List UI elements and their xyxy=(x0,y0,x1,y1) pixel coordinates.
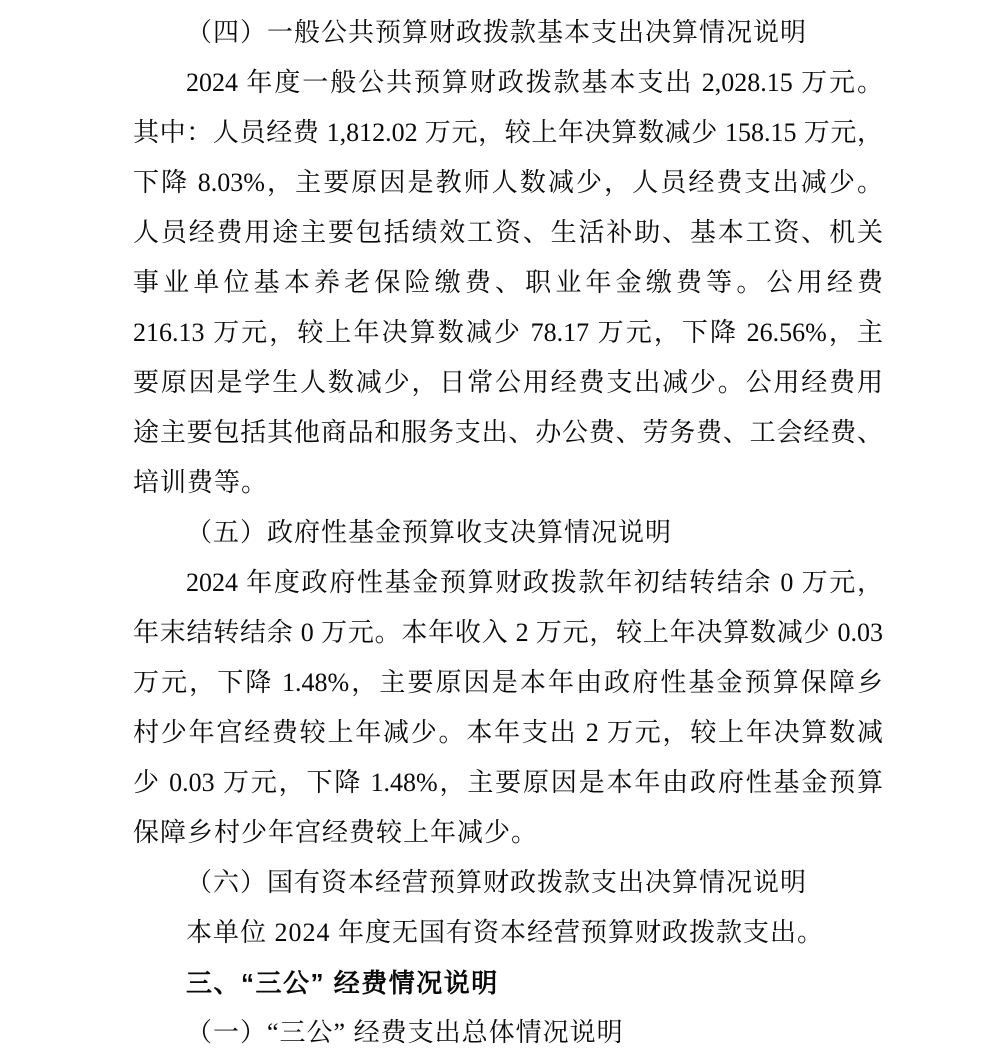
chapter-heading: 三、“三公” 经费情况说明 xyxy=(186,968,499,998)
body-line: 万元，下降 1.48%，主要原因是本年由政府性基金预算保障乡 xyxy=(133,668,883,697)
section-heading: （一）“三公” 经费支出总体情况说明 xyxy=(186,1018,624,1047)
body-line: 保障乡村少年宫经费较上年减少。 xyxy=(133,818,539,847)
body-line: 村少年宫经费较上年减少。本年支出 2 万元，较上年决算数减 xyxy=(133,718,883,747)
body-line: 本单位 2024 年度无国有资本经营预算财政拨款支出。 xyxy=(186,918,825,947)
body-line: 培训费等。 xyxy=(133,468,269,497)
body-line: 2024 年度政府性基金预算财政拨款年初结转结余 0 万元， xyxy=(186,568,883,597)
body-line: 其中：人员经费 1,812.02 万元，较上年决算数减少 158.15 万元， xyxy=(133,118,883,147)
body-line: 216.13 万元，较上年决算数减少 78.17 万元，下降 26.56%，主 xyxy=(133,318,883,347)
body-line: 人员经费用途主要包括绩效工资、生活补助、基本工资、机关 xyxy=(133,218,883,247)
body-line: 要原因是学生人数减少，日常公用经费支出减少。公用经费用 xyxy=(133,368,883,397)
body-line: 事业单位基本养老保险缴费、职业年金缴费等。公用经费 xyxy=(133,268,883,297)
body-line: 下降 8.03%，主要原因是教师人数减少，人员经费支出减少。 xyxy=(133,168,883,197)
section-heading: （六）国有资本经营预算财政拨款支出决算情况说明 xyxy=(186,868,808,897)
body-line: 少 0.03 万元，下降 1.48%，主要原因是本年由政府性基金预算 xyxy=(133,768,883,797)
section-heading: （四）一般公共预算财政拨款基本支出决算情况说明 xyxy=(186,18,808,47)
body-line: 途主要包括其他商品和服务支出、办公费、劳务费、工会经费、 xyxy=(133,418,883,447)
section-heading: （五）政府性基金预算收支决算情况说明 xyxy=(186,518,673,547)
body-line: 年末结转结余 0 万元。本年收入 2 万元，较上年决算数减少 0.03 xyxy=(133,618,883,647)
body-line: 2024 年度一般公共预算财政拨款基本支出 2,028.15 万元。 xyxy=(186,68,883,97)
